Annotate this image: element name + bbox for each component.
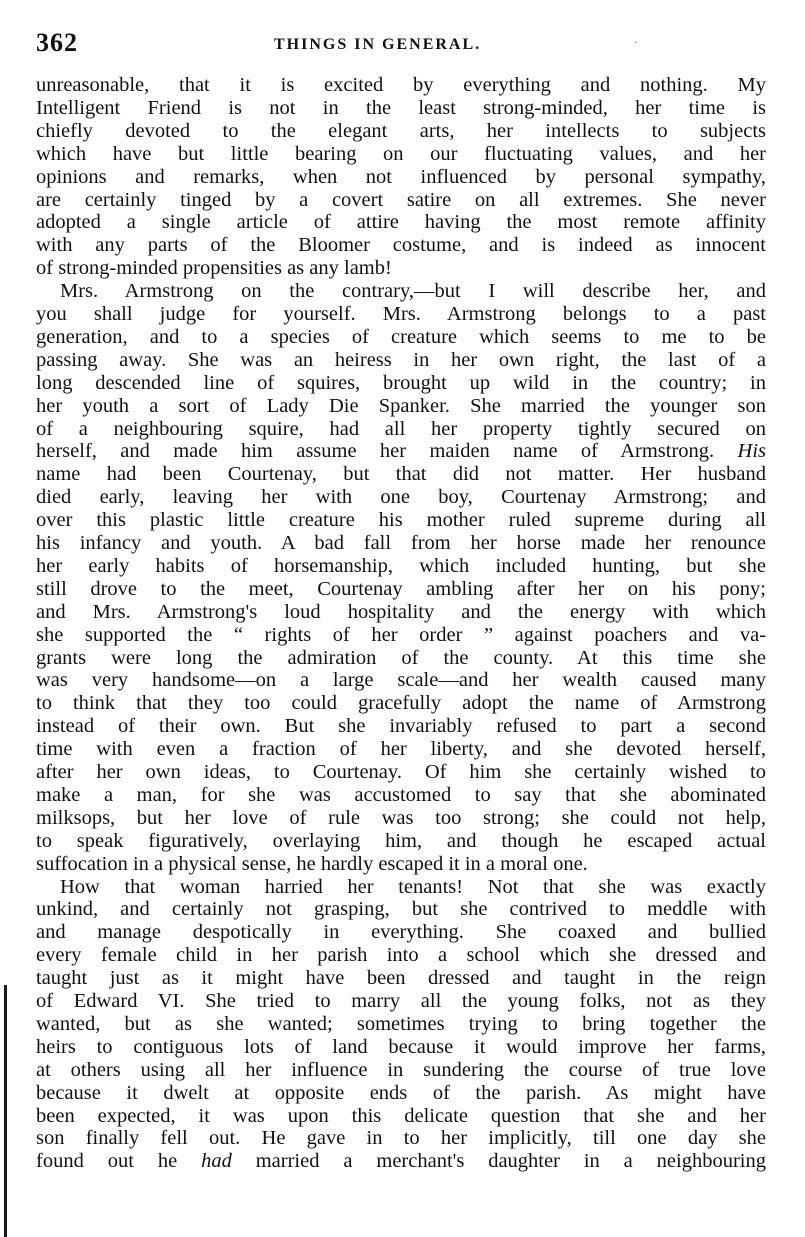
text-line: grants were long the admiration of the county. At this time she [36, 646, 766, 669]
text-line: make a man, for she was accustomed to say that she abominated [36, 783, 766, 806]
text-line: milksops, but her love of rule was too strong; she could not help, [36, 806, 766, 829]
text-line: herself, and made him assume her maiden name of Armstrong. His [36, 440, 766, 463]
text-line: with any parts of the Bloomer costume, and is indeed as innocent [36, 234, 766, 257]
text-line: adopted a single article of attire having the most remote affinity [36, 211, 766, 234]
text-line: passing away. She was an heiress in her own right, the last of a [36, 348, 766, 371]
header-mark: · [634, 38, 638, 49]
text-line: died early, leaving her with one boy, Courtenay Armstrong; and [36, 486, 766, 509]
text-line: and manage despotically in everything. She coaxed and bullied [36, 921, 766, 944]
text-line: heirs to contiguous lots of land because it would improve her farms, [36, 1035, 766, 1058]
text-line: his infancy and youth. A bad fall from her horse made her renounce [36, 532, 766, 554]
page-edge-rule [4, 985, 7, 1237]
text-line: at others using all her influence in sundering the course of true love [36, 1058, 766, 1081]
text-line: son finally fell out. He gave in to her implicitly, till one day she [36, 1127, 766, 1150]
text-line: long descended line of squires, brought up wild in the country; in [36, 371, 766, 394]
text-line: wanted, but as she wanted; sometimes trying to bring together the [36, 1012, 766, 1035]
text-line: every female child in her parish into a school which she dressed and [36, 944, 766, 967]
text-line: are certainly tinged by a covert satire on all extremes. She never [36, 188, 766, 211]
text-line: after her own ideas, to Courtenay. Of him she certainly wished to [36, 761, 766, 783]
text-line: time with even a fraction of her liberty, and she devoted herself, [36, 738, 766, 761]
text-line: suffocation in a physical sense, he hardly escaped it in a moral one. [36, 852, 588, 875]
text-line: to think that they too could gracefully adopt the name of Armstrong [36, 692, 766, 715]
text-line: of Edward VI. She tried to marry all the young folks, not as they [36, 990, 766, 1012]
text-line: opinions and remarks, when not influenced by personal sympathy, [36, 165, 766, 188]
text-line: and Mrs. Armstrong's loud hospitality and the energy with which [36, 600, 766, 623]
text-line: generation, and to a species of creature which seems to me to be [36, 325, 766, 348]
text-line: you shall judge for yourself. Mrs. Armstrong belongs to a past [36, 303, 766, 325]
text-line: Intelligent Friend is not in the least strong-minded, her time is [36, 96, 766, 119]
text-line: been expected, it was upon this delicate question that she and her [36, 1104, 766, 1127]
text-line: How that woman harried her tenants! Not that she was exactly [60, 875, 766, 898]
text-line: her early habits of horsemanship, which included hunting, but she [36, 554, 766, 577]
text-line: Mrs. Armstrong on the contrary,—but I will describe her, and [60, 280, 766, 303]
text-line: of a neighbouring squire, had all her property tightly secured on [36, 417, 766, 440]
text-line: of strong-minded propensities as any lamb! [36, 257, 392, 280]
text-line: still drove to the meet, Courtenay ambling after her on his pony; [36, 577, 766, 600]
text-line: instead of their own. But she invariably refused to part a second [36, 715, 766, 738]
text-line: name had been Courtenay, but that did not matter. Her husband [36, 463, 766, 486]
text-line: which have but little bearing on our fluctuating values, and her [36, 142, 766, 165]
text-line: because it dwelt at opposite ends of the parish. As might have [36, 1081, 766, 1104]
text-line: unkind, and certainly not grasping, but she contrived to meddle with [36, 898, 766, 921]
text-line: her youth a sort of Lady Die Spanker. She married the younger son [36, 394, 766, 417]
page-header [36, 28, 766, 68]
text-line: taught just as it might have been dressed and taught in the reign [36, 967, 766, 990]
text-line: she supported the “ rights of her order ” against poachers and va- [36, 623, 766, 646]
text-line: was very handsome—on a large scale—and her wealth caused many [36, 669, 766, 692]
text-line: unreasonable, that it is excited by everything and nothing. My [36, 74, 766, 96]
page-number: 362 [36, 28, 78, 57]
text-line: over this plastic little creature his mother ruled supreme during all [36, 509, 766, 532]
running-title: THINGS IN GENERAL. [274, 36, 482, 53]
text-line: chiefly devoted to the elegant arts, her intellects to subjects [36, 119, 766, 142]
text-line: to speak figuratively, overlaying him, and though he escaped actual [36, 829, 766, 852]
text-line: found out he had married a merchant's daughter in a neighbouring [36, 1150, 766, 1173]
